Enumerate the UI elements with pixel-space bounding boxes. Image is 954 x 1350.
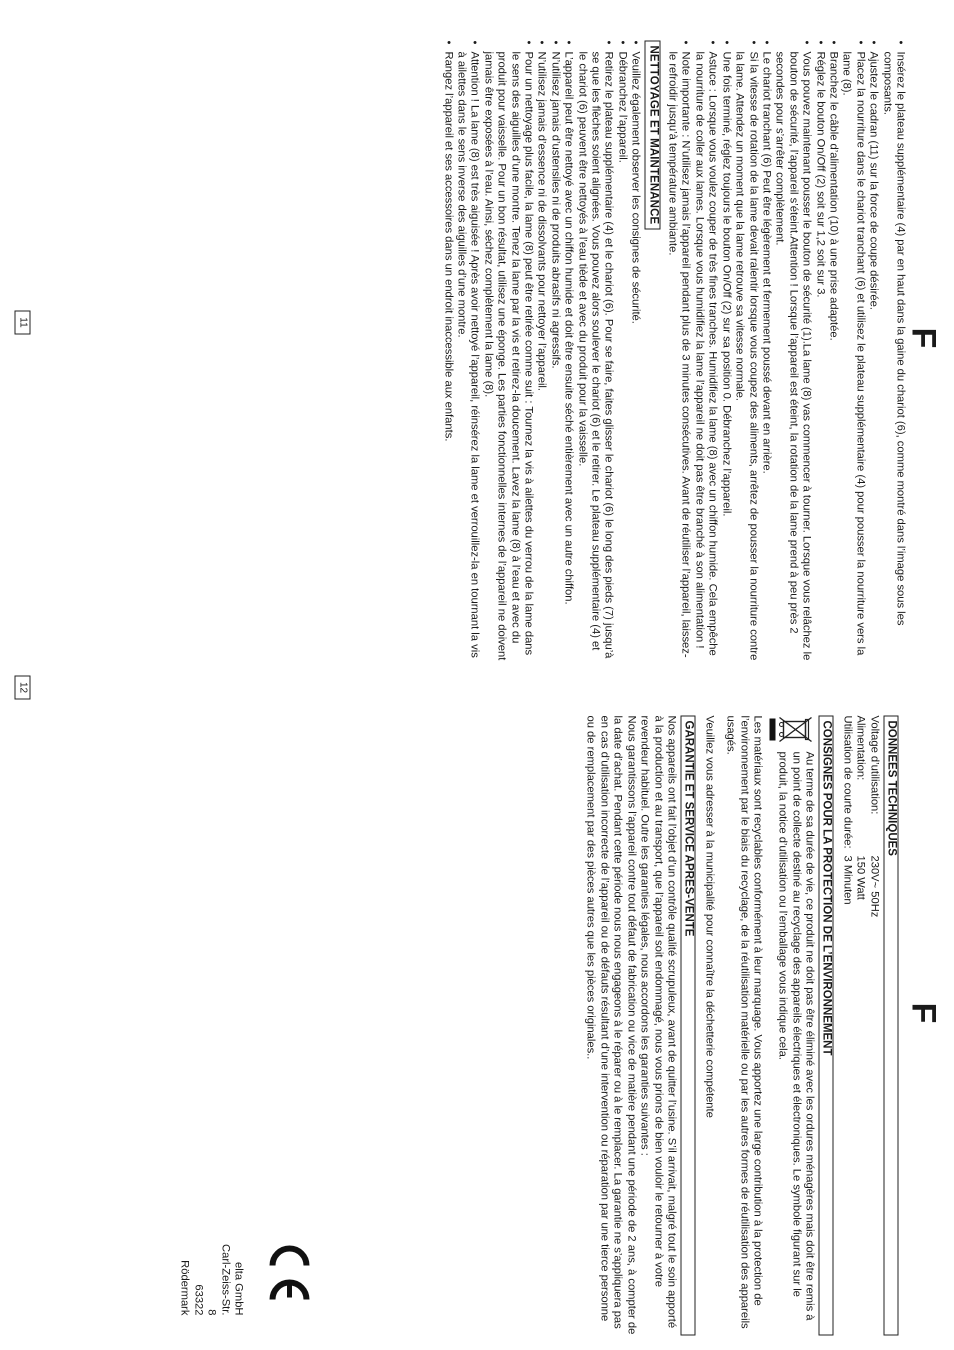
list-item: • Note importante : N’utilisez jamais l’appareil pendant plus de 3 minutes consécutives. Avant de réutiliser l’appareil, laissez-le refroidir jusqu’à température ambiante. [665, 40, 692, 660]
warranty-heading: GARANTIE ET SERVICE APRES-VENTE [680, 715, 695, 1335]
materials-text: Les matériaux sont recyclables conformément à leur marquage. Vous apportez une large contribution à la protection de l’environnement par le biais du recyclage, de la réutilisation matérielle ou par les autres formes de réutilisation des appareils usagés. [724, 715, 763, 1329]
list-item: • Vous pouvez maintenant pousser le bouton de sécurité (1).La lame (8) vas commencer à tourner. Lorsque vous relâchez le bouton de sécurité, l’appareil s’éteint.Attention ! Lorsque l’appareil est éteint, la rotation de la lame prend à peu près 2 secondes pour s’arrêter complètement. [772, 40, 812, 660]
page-number: 11 [14, 310, 30, 334]
crossed-bin-icon [767, 715, 815, 743]
list-item: • Placez la nourriture dans le chariot tranchant (6) et utilisez le plateau supplémentaire (4) pour pousser la nourriture vers la lame (8). [839, 40, 866, 660]
address-line: elta GmbH [232, 1261, 244, 1315]
instructions-column [440, 40, 906, 660]
maintenance-heading: NETTOYAGE ET MAINTENANCE [644, 40, 659, 229]
address-line: 63322 Rödermark [178, 1259, 204, 1315]
page-12 [0, 675, 954, 1350]
ce-mark [264, 1235, 314, 1305]
list-item: • Retirez le plateau supplémentaire (4) et le chariot (6). Pour se faire, faites glisser le chariot (6) le long des pieds (7) jusqu’à se que les flèches soient alignées. Vous pouvez alors soulever le chariot (6) et le retirer. Le plateau supplémentaire (4) et le chariot (6) peuvent être nettoyés à l’eau tiède et avec du produit pour la vaisselle. [574, 40, 614, 660]
spec-value: 150 Watt [854, 855, 867, 900]
list-item: • Rangez l’appareil et ses accessoires dans un endroit inaccessible aux enfants. [440, 40, 453, 660]
spec-table [839, 715, 879, 1335]
spec-value: 230V~ 50Hz [867, 855, 880, 917]
list-item: • Pour un nettoyage plus facile, la lame (8) peut être retirée comme suit : Tournez la vis à ailettes du verrou de la lame dans le sens des aiguilles d’une montre. Tenez la lame par la vis et retirez-la doucement. Lavez la lame (8) à l’eau et avec du produit pour vaisselle. Pour un bon résultat, utilisez une éponge. Les parties fonctionnelles internes de l’appareil ne doivent jamais être exposées à l’eau. Ainsi, séchez complètement la lame (8). [480, 40, 534, 660]
page-number: 12 [14, 675, 30, 699]
spec-value: 3 Minuten [840, 855, 853, 905]
list-item: • Une fois terminé, réglez toujours le bouton On/Off (2) sur sa position 0. Débranchez l’appareil. [718, 40, 731, 660]
list-item: • Ajustez le cadran (11) sur la force de coupe désirée. [866, 40, 879, 660]
list-item: • Branchez le câble d’alimentation (10) à une prise adaptée. [826, 40, 839, 660]
language-letter: F [904, 327, 942, 348]
environment-text: Au terme de sa durée de vie, ce produit ne doit pas être éliminé avec les ordures ménagères mais doit être remis à un point de collecte destiné au recyclage des appareils électriques et électroniques. Le symbole figurant sur le produit, la notice d’utilisation ou l’emballage vous indique cela. [776, 751, 815, 1320]
environment-heading: CONSIGNES POUR LA PROTECTION DE L’ENVIRONNEMENT [818, 715, 833, 1335]
list-item: • Insérez le plateau supplémentaire (4) par en haut dans la gaine du chariot (6), comme montré dans l’image sous les composants. [879, 40, 906, 660]
list-item: • Veuillez également observer les consignes de sécurité. [628, 40, 641, 660]
spec-label: Voltage d’utilisation: [867, 715, 880, 814]
maintenance-list [440, 40, 641, 660]
language-letter: F [904, 1002, 942, 1023]
list-item: • Astuce : Lorsque vous voulez couper de très fines tranches. Humidifiez la lame (8) avec un chiffon humide. Cela empêche la nourriture de coller aux lames. Lorsque vous humidifiez la lame l’appareil ne doit pas être branché à son alimentation ! [692, 40, 719, 660]
spec-label: Utilisation de courte durée: [840, 715, 853, 849]
tech-data-heading: DONNEES TECHNIQUES [883, 715, 898, 1335]
spec-label: Alimentation: [854, 715, 867, 780]
list-item: • L’appareil peut être nettoyé avec un chiffon humide et doit être ensuite séché entièrement avec un autre chiffon. [561, 40, 574, 660]
manufacturer-address [177, 1235, 244, 1315]
info-column [583, 715, 904, 1335]
list-item: • N’utilisez jamais d’ustensiles ni de produits abrasifs ni agressifs. [547, 40, 560, 660]
list-item: • Le chariot tranchant (6) Peut être légèrement et fermement poussé devant en arrière. [759, 40, 772, 660]
list-item: • N’utilisez jamais d’essence ni de dissolvants pour nettoyer l’appareil. [534, 40, 547, 660]
warranty-paragraph-1: Nos appareils ont fait l’objet d’un contrôle qualité scrupuleux, avant de quitter l’usine. S’il arrivait, malgré tout le soin apporté à la production et au transport, que l’appareil soit endommagé, nous vous prions de bien vouloir le retourner à votre revendeur habituel. Outre les garanties légales, nous accordons les garanties suivantes : [638, 715, 677, 1328]
address-line: Carl-Zeiss-Str. 8 [205, 1243, 231, 1315]
usage-list [665, 40, 906, 660]
list-item: • Si la vitesse de rotation de la lame devait ralentir lorsque vous coupez des aliments, arrêtez de pousser la nourriture contre la lame. Attendez un moment que la lame retrouve sa vitesse normale. [732, 40, 759, 660]
list-item: • Attention ! La lame (8) est très aiguisée ! Après avoir nettoyé l’appareil, réinsérez la lame et verrouillez-la en tournant la vis à ailettes dans le sens inverse des aiguilles d’une montre. [454, 40, 481, 660]
list-item: • Réglez le bouton On/Off (2) soit sur 1,2 soit sur 3. [812, 40, 825, 660]
list-item: • Débranchez l’appareil. [614, 40, 627, 660]
warranty-paragraph-2: Nous garantissons l’appareil contre tout défaut de fabrication ou vice de matière pendant une période de 2 ans, à compter de la date d’achat. Pendant cette période nous nous engageons à le réparer ou à le remplacer. La garantie ne s’appliquera pas en cas d’utilisation incorrecte de l’appareil ou de défauts résultant d’une intervention ou réparation par une tierce personne ou de remplacement par des pièces autres que les pièces originales.. [584, 715, 637, 1334]
municipality-text: Veuillez vous adresser à la municipalité pour connaître la déchetterie compétente [702, 715, 715, 1118]
page-12-content [0, 675, 954, 1350]
environment-notice [767, 715, 815, 1335]
